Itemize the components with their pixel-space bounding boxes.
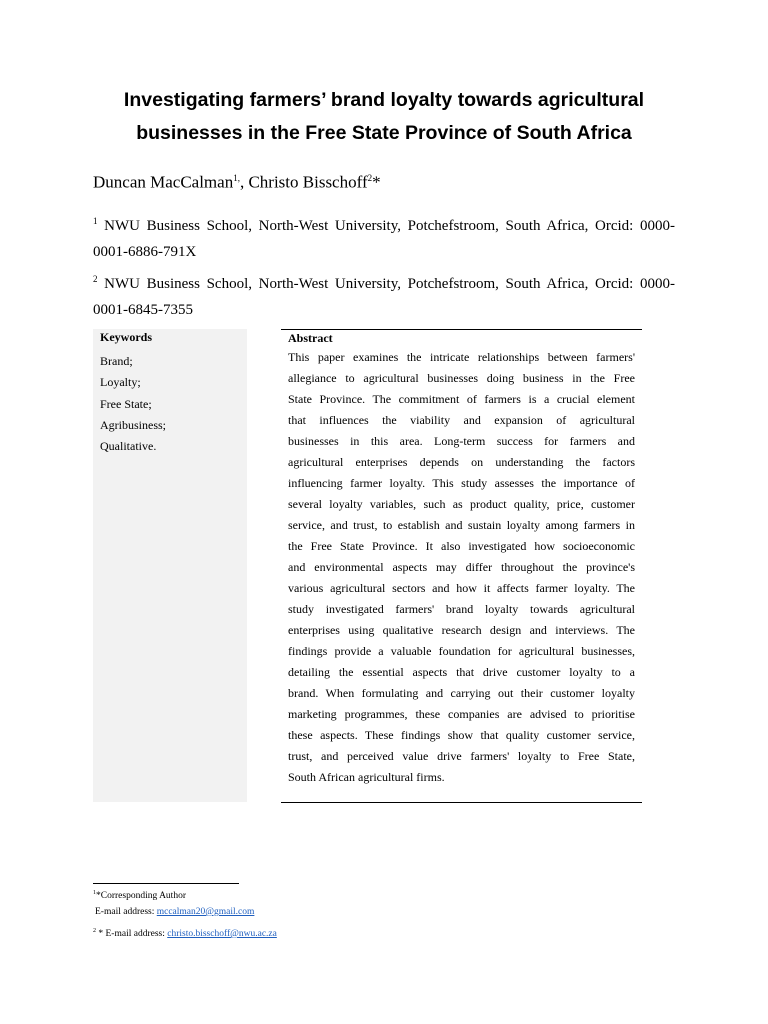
keyword-item: Brand; <box>100 354 133 368</box>
author-affiliation-mark: 2 <box>367 173 373 183</box>
paper-title <box>70 84 698 150</box>
abstract-line: several loyalty variables, such as product quality, price, customer <box>288 497 635 511</box>
footnote-email-1 <box>95 906 254 918</box>
affiliation-text: NWU Business School, North-West University, Potchefstroom, South Africa, Orcid: 0000- <box>97 218 675 234</box>
abstract-line: South African agricultural firms. <box>288 770 445 784</box>
title-line: businesses in the Free State Province of South Africa <box>136 122 632 144</box>
abstract-line: service, and trust, to establish and sustain loyalty among farmers in <box>288 518 635 532</box>
keywords-panel <box>93 329 247 802</box>
keywords-list <box>100 351 166 457</box>
abstract-line: trust, and perceived value drive farmers' loyalty to Free State, <box>288 749 635 763</box>
footnote-email-label: E-mail address: <box>95 907 157 917</box>
footnote-mark: 1 <box>93 890 96 896</box>
abstract-line: the Free State Province. It also investigated how socioeconomic <box>288 539 635 553</box>
abstract-line: agricultural enterprises depends on understanding the factors <box>288 455 635 469</box>
keyword-item: Qualitative. <box>100 439 157 454</box>
author-list <box>93 166 381 195</box>
keyword-item: Loyalty; <box>100 375 141 390</box>
abstract-top-rule <box>281 329 642 330</box>
abstract-line: and environmental aspects may differ throughout the province's <box>288 560 635 574</box>
affiliation-text: NWU Business School, North-West University, Potchefstroom, South Africa, Orcid: 0000- <box>97 276 675 292</box>
affiliation-mark: 1 <box>93 216 98 226</box>
affiliation-2 <box>93 266 675 323</box>
abstract-line: study investigated farmers' brand loyalty towards agricultural <box>288 602 635 616</box>
email-link[interactable]: mccalman20@gmail.com <box>156 907 255 917</box>
abstract-line: enterprises using qualitative research design and interviews. The <box>288 623 635 637</box>
email-link[interactable]: christo.bisschoff@nwu.ac.za <box>167 929 277 940</box>
abstract-line: This paper examines the intricate relationships between farmers' <box>288 350 635 364</box>
affiliation-orcid: 0001-6886-791X <box>93 244 197 260</box>
footnote-corresponding <box>93 887 186 902</box>
abstract-line: brand. When formulating and carrying out their customer loyalty <box>288 686 635 700</box>
abstract-line: allegiance to agricultural businesses doing business in the Free <box>288 371 635 385</box>
abstract-line: detailing the essential aspects that drive customer loyalty to a <box>288 665 635 679</box>
abstract-line: State Province. The commitment of farmers is a crucial element <box>288 392 635 406</box>
abstract-body <box>288 347 635 788</box>
keyword-item: Agribusiness; <box>100 417 166 432</box>
footnote-email-label: * E-mail address: <box>96 929 168 940</box>
keyword-item: Free State; <box>100 396 152 411</box>
abstract-line: these aspects. These findings show that quality customer service, <box>288 728 635 742</box>
abstract-line: findings provide a valuable foundation for agricultural businesses, <box>288 644 635 658</box>
author-name: Christo Bisschoff <box>248 172 368 192</box>
footnote-mark: 2 <box>93 928 96 934</box>
abstract-line: businesses in this area. Long-term success for farmers and <box>288 434 635 448</box>
abstract-line: marketing programmes, these companies are advised to prioritise <box>288 707 635 721</box>
abstract-line: influencing farmer loyalty. This study assesses the importance of <box>288 476 635 490</box>
corresponding-mark: * <box>372 172 381 192</box>
footnote-email-2 <box>93 925 277 940</box>
abstract-line: that influences the viability and expansion of agricultural <box>288 413 635 427</box>
abstract-bottom-rule <box>281 802 642 803</box>
author-separator: , <box>239 172 249 192</box>
author-name: Duncan MacCalman <box>93 172 234 192</box>
footnote-text: *Corresponding Author <box>96 891 186 902</box>
affiliation-orcid: 0001-6845-7355 <box>93 302 193 318</box>
author-affiliation-mark: 1, <box>233 173 240 183</box>
abstract-heading: Abstract <box>288 331 333 345</box>
affiliation-1 <box>93 208 675 265</box>
affiliation-mark: 2 <box>93 274 98 284</box>
footnote-rule <box>93 883 239 884</box>
abstract-line: various agricultural sectors and how it affects farmer loyalty. The <box>288 581 635 595</box>
title-line: Investigating farmers’ brand loyalty towards agricultural <box>123 89 645 111</box>
keywords-heading: Keywords <box>100 330 152 344</box>
